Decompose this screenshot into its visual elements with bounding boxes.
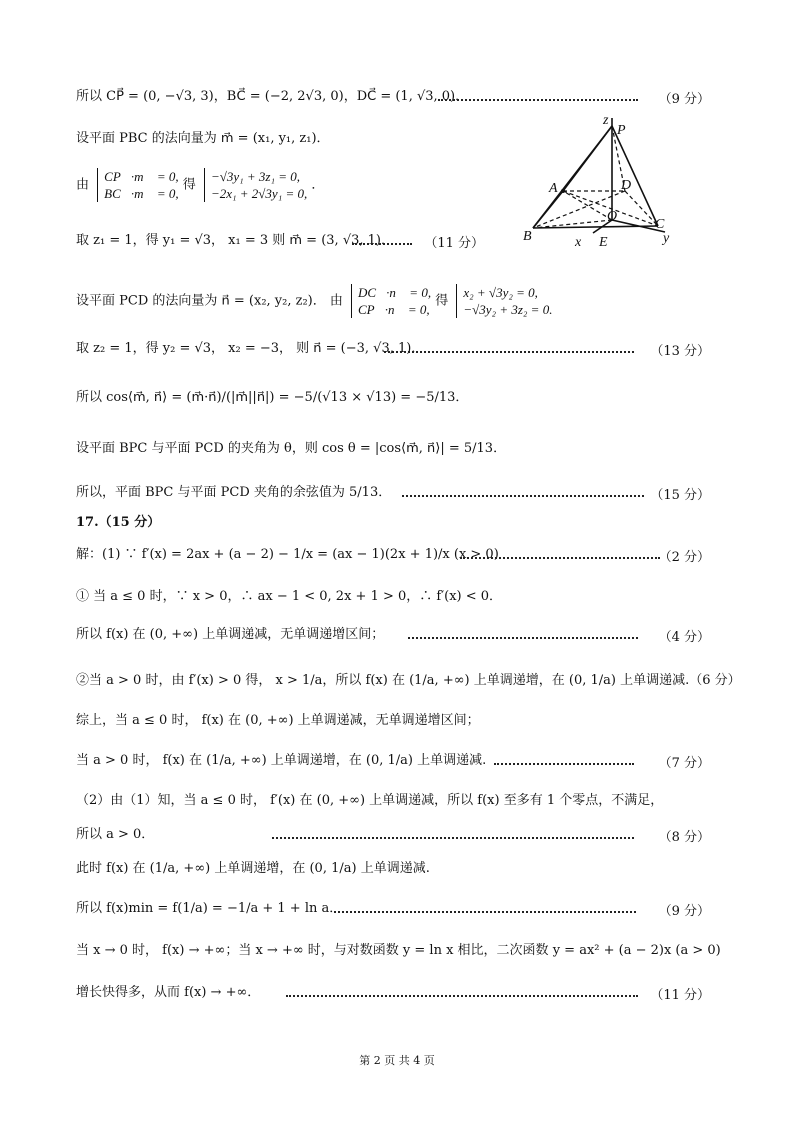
point-e-label: E bbox=[599, 235, 608, 250]
text-line: 由 CP⃗·m⃗ = 0, BC⃗·m⃗ = 0, 得 −√3y₁ + 3z₁ = 0, −2x₁ + 2√3y₁ = 0, ． bbox=[76, 169, 325, 201]
axis-y-label: y bbox=[663, 231, 670, 246]
question-heading: 17.（15 分） bbox=[76, 515, 161, 530]
score-label: （9 分） bbox=[658, 92, 710, 107]
text-line: 设平面 PCD 的法向量为 n⃗ = (x₂, y₂, z₂)． 由 DC⃗·n⃗ = 0, CP⃗·n⃗ = 0, 得 x₂ + √3y₂ = 0, −√3y₂ + 3z₂ = 0. bbox=[76, 285, 553, 317]
text-line: 当 x → 0 时， f(x) → +∞；当 x → +∞ 时，与对数函数 y = ln x 相比，二次函数 y = ax² + (a − 2)x (a > 0) bbox=[76, 943, 721, 958]
leader-dots bbox=[494, 763, 634, 765]
text-line: 设平面 PBC 的法向量为 m⃗ = (x₁, y₁, z₁)． bbox=[76, 131, 330, 146]
text-line: 此时 f(x) 在 (1/a, +∞) 上单调递增，在 (0, 1/a) 上单调递减. bbox=[76, 861, 430, 876]
text-line: 取 z₁ = 1，得 y₁ = √3， x₁ = 3 则 m⃗ = (3, √3, 1)． bbox=[76, 233, 394, 248]
page-footer: 第 2 页 共 4 页 bbox=[359, 1054, 435, 1067]
text-line: 综上，当 a ≤ 0 时， f(x) 在 (0, +∞) 上单调递减，无单调递增区间； bbox=[76, 713, 480, 728]
equation-system: DC⃗·n⃗ = 0, CP⃗·n⃗ = 0, bbox=[351, 284, 431, 318]
text-line: 解：(1) ∵ f′(x) = 2ax + (a − 2) − 1/x = (ax − 1)(2x + 1)/x (x > 0) bbox=[76, 547, 499, 562]
text-line: 增长快得多，从而 f(x) → +∞． bbox=[76, 985, 261, 1000]
point-o-label: O bbox=[607, 209, 618, 224]
text-line: 所以 a > 0． bbox=[76, 827, 155, 842]
leader-dots bbox=[334, 911, 636, 913]
text-line: ②当 a > 0 时，由 f′(x) > 0 得， x > 1/a，所以 f(x) 在 (1/a, +∞) 上单调递增，在 (0, 1/a) 上单调递减.（6 分） bbox=[76, 673, 741, 688]
equation-system: −√3y₁ + 3z₁ = 0, −2x₁ + 2√3y₁ = 0, bbox=[204, 168, 307, 202]
text-line: 所以 CP⃗ = (0, −√3, 3)，BC⃗ = (−2, 2√3, 0)，DC⃗ = (1, √3, 0)． bbox=[76, 89, 469, 104]
leader-dots bbox=[384, 351, 634, 353]
equation-system: CP⃗·m⃗ = 0, BC⃗·m⃗ = 0, bbox=[97, 168, 179, 202]
score-label: （9 分） bbox=[658, 904, 710, 919]
leader-dots bbox=[438, 99, 638, 101]
equation-system: x₂ + √3y₂ = 0, −√3y₂ + 3z₂ = 0. bbox=[456, 284, 552, 318]
text-line: ① 当 a ≤ 0 时，∵ x > 0，∴ ax − 1 < 0, 2x + 1 > 0，∴ f′(x) < 0． bbox=[76, 589, 503, 604]
text-line: 当 a > 0 时， f(x) 在 (1/a, +∞) 上单调递增，在 (0, 1/a) 上单调递减. bbox=[76, 753, 487, 768]
score-label: （11 分） bbox=[650, 988, 710, 1003]
score-label: （4 分） bbox=[658, 630, 710, 645]
text-line: （2）由（1）知，当 a ≤ 0 时， f′(x) 在 (0, +∞) 上单调递减，所以 f(x) 至多有 1 个零点，不满足， bbox=[76, 793, 664, 808]
text-line: 所以 f(x)min = f(1/a) = −1/a + 1 + ln a． bbox=[76, 901, 343, 916]
axis-x-label: x bbox=[575, 235, 582, 250]
score-label: （8 分） bbox=[658, 830, 710, 845]
text-line: 所以 f(x) 在 (0, +∞) 上单调递减，无单调递增区间； bbox=[76, 627, 385, 642]
text-line: 所以，平面 BPC 与平面 PCD 夹角的余弦值为 5/13． bbox=[76, 485, 392, 500]
score-label: （2 分） bbox=[658, 550, 710, 565]
leader-dots bbox=[408, 637, 638, 639]
leader-dots bbox=[272, 837, 634, 839]
point-p-label: P bbox=[617, 123, 626, 138]
text-line: 取 z₂ = 1，得 y₂ = √3， x₂ = −3， 则 n⃗ = (−3, √3, 1)． bbox=[76, 341, 425, 356]
leader-dots bbox=[286, 995, 638, 997]
point-a-label: A bbox=[549, 181, 558, 196]
point-c-label: C bbox=[655, 217, 665, 232]
score-label: （11 分） bbox=[424, 236, 484, 251]
text-line: 所以 cos⟨m⃗, n⃗⟩ = (m⃗·n⃗)/(|m⃗||n⃗|) = −5/(√13 × √13) = −5/13． bbox=[76, 390, 469, 405]
score-label: （13 分） bbox=[650, 344, 710, 359]
score-label: （15 分） bbox=[650, 488, 710, 503]
pyramid-figure bbox=[515, 108, 715, 258]
leader-dots bbox=[460, 557, 660, 559]
leader-dots bbox=[402, 495, 644, 497]
score-label: （7 分） bbox=[658, 756, 710, 771]
text-line: 设平面 BPC 与平面 PCD 的夹角为 θ，则 cos θ = |cos⟨m⃗, n⃗⟩| = 5/13． bbox=[76, 441, 507, 456]
axis-z-label: z bbox=[603, 113, 609, 128]
point-d-label: D bbox=[621, 178, 632, 193]
point-b-label: B bbox=[523, 229, 532, 244]
leader-dots bbox=[352, 243, 412, 245]
